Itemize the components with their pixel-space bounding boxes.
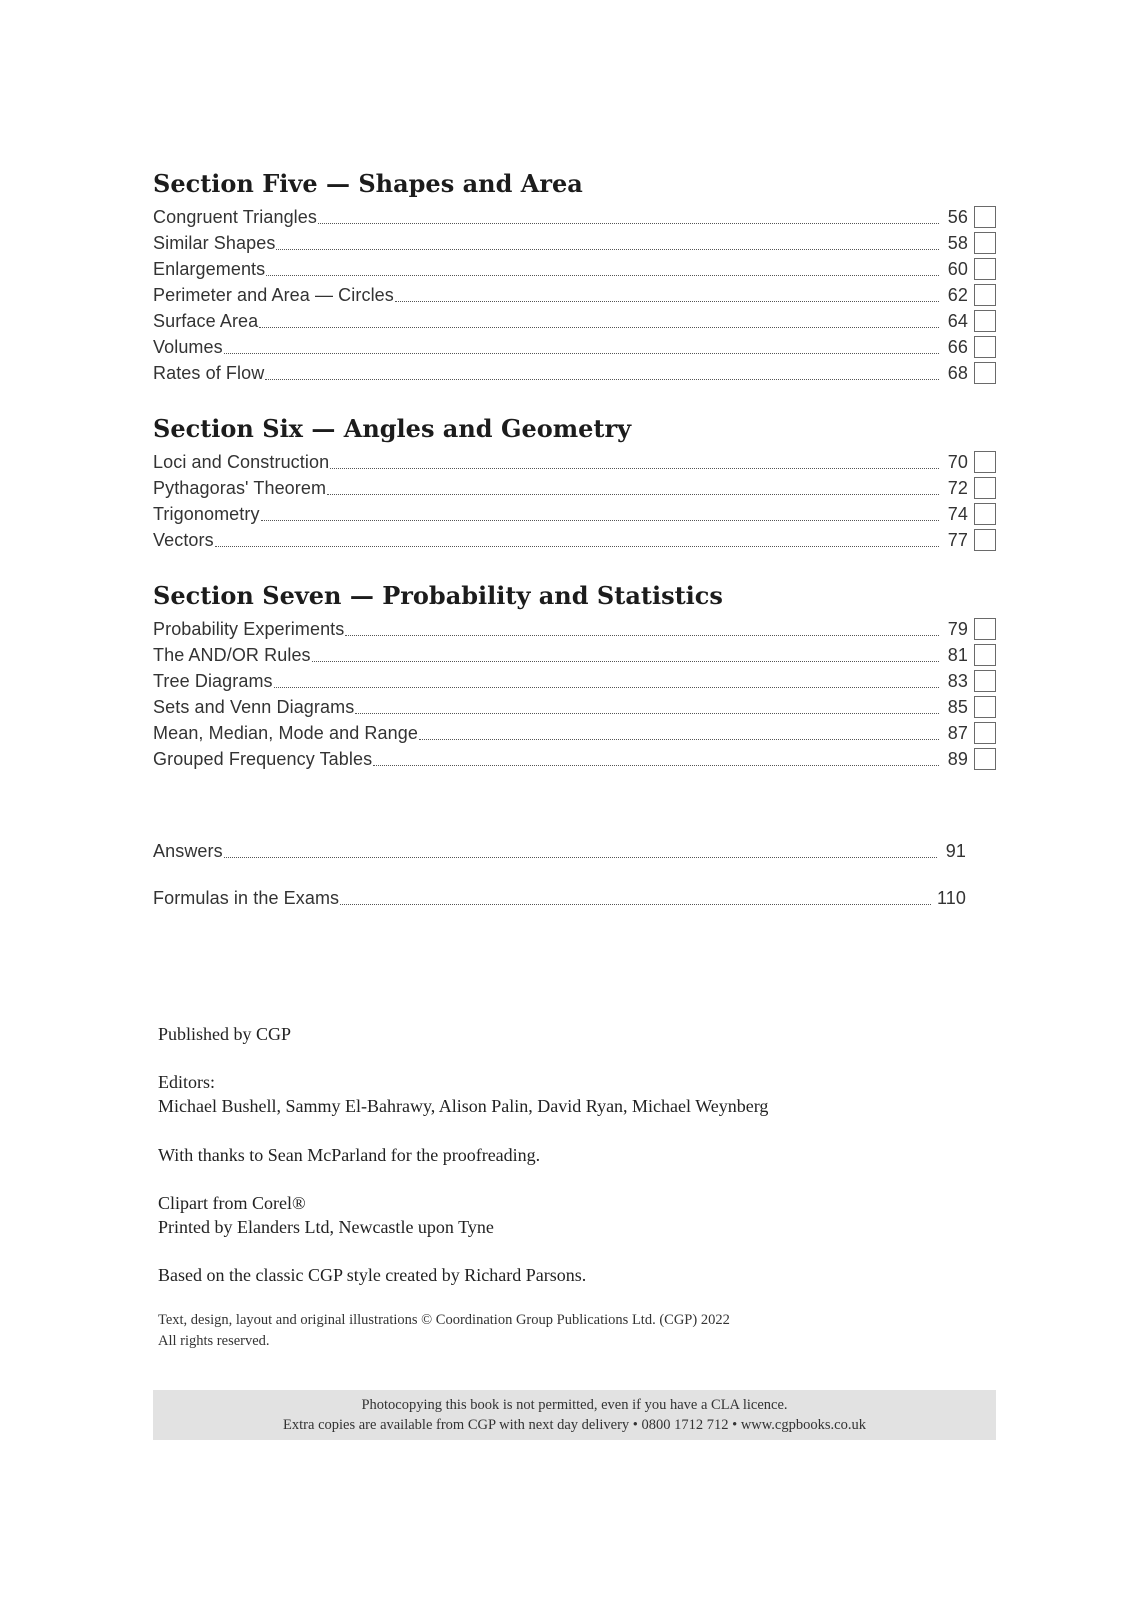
- toc-entry: [153, 334, 996, 360]
- answers-entry: [153, 838, 996, 864]
- dot-leader: [276, 249, 939, 250]
- dot-leader: [259, 327, 939, 328]
- dot-leader: [373, 765, 939, 766]
- toc-entry-page: 87: [947, 722, 968, 743]
- toc-entry: [153, 527, 996, 553]
- dot-leader: [215, 546, 939, 547]
- dot-leader: [265, 379, 939, 380]
- copyright-line: Text, design, layout and original illustrations © Coordination Group Publications Ltd. (CGP) 2022: [158, 1312, 730, 1328]
- dot-leader: [340, 904, 931, 905]
- thanks-line: With thanks to Sean McParland for the proofreading.: [158, 1145, 541, 1165]
- toc-entry-label: The AND/OR Rules: [153, 644, 311, 665]
- progress-checkbox[interactable]: [974, 644, 996, 666]
- progress-checkbox[interactable]: [974, 206, 996, 228]
- toc-entry-label: Enlargements: [153, 258, 266, 279]
- section-seven-list: [153, 616, 996, 772]
- based-on-line: Based on the classic CGP style created by Richard Parsons.: [158, 1265, 587, 1285]
- notice-line-1: Photocopying this book is not permitted, even if you have a CLA licence.: [361, 1397, 788, 1413]
- toc-entry-page: 60: [947, 258, 968, 279]
- dot-leader: [345, 635, 939, 636]
- thanks-block: [158, 1143, 938, 1167]
- clipart-line: Clipart from Corel®: [158, 1193, 306, 1213]
- toc-entry: [153, 475, 996, 501]
- formulas-entry-wrap: [153, 885, 996, 911]
- progress-checkbox[interactable]: [974, 503, 996, 525]
- editors-block: [158, 1070, 938, 1118]
- progress-checkbox[interactable]: [974, 722, 996, 744]
- copyright-block: [158, 1310, 730, 1352]
- toc-entry-page: 62: [947, 284, 968, 305]
- toc-entry-label: Surface Area: [153, 310, 259, 331]
- toc-entry: [153, 746, 996, 772]
- toc-entry-label: Congruent Triangles: [153, 206, 317, 227]
- section-six-list: [153, 449, 996, 553]
- editors-names: Michael Bushell, Sammy El-Bahrawy, Alison Palin, David Ryan, Michael Weynberg: [158, 1096, 769, 1116]
- toc-entry-label: Sets and Venn Diagrams: [153, 696, 355, 717]
- progress-checkbox[interactable]: [974, 362, 996, 384]
- toc-entry-label: Rates of Flow: [153, 362, 265, 383]
- toc-entry-page: 85: [947, 696, 968, 717]
- toc-entry-page: 68: [947, 362, 968, 383]
- toc-entry-page: 77: [947, 529, 968, 550]
- toc-entry-label: Trigonometry: [153, 503, 260, 524]
- progress-checkbox[interactable]: [974, 529, 996, 551]
- toc-entry-page: 79: [947, 618, 968, 639]
- printed-line: Printed by Elanders Ltd, Newcastle upon Tyne: [158, 1217, 494, 1237]
- toc-entry-page: 72: [947, 477, 968, 498]
- progress-checkbox[interactable]: [974, 284, 996, 306]
- dot-leader: [261, 520, 939, 521]
- formulas-entry: [153, 885, 996, 911]
- dot-leader: [395, 301, 939, 302]
- progress-checkbox[interactable]: [974, 670, 996, 692]
- toc-entry-label: Volumes: [153, 336, 223, 357]
- toc-entry-page: 110: [937, 887, 966, 908]
- progress-checkbox[interactable]: [974, 748, 996, 770]
- toc-entry-page: 81: [947, 644, 968, 665]
- dot-leader: [355, 713, 939, 714]
- dot-leader: [318, 223, 939, 224]
- toc-entry: [153, 204, 996, 230]
- toc-entry-label: Pythagoras' Theorem: [153, 477, 327, 498]
- toc-entry-page: 58: [947, 232, 968, 253]
- progress-checkbox[interactable]: [974, 258, 996, 280]
- published-by: Published by CGP: [158, 1024, 292, 1044]
- toc-entry: [153, 720, 996, 746]
- toc-entry: [153, 616, 996, 642]
- progress-checkbox[interactable]: [974, 477, 996, 499]
- toc-entry-label: Mean, Median, Mode and Range: [153, 722, 418, 743]
- toc-entry-page: 91: [945, 840, 966, 861]
- toc-entry-page: 70: [947, 451, 968, 472]
- toc-entry-page: 83: [947, 670, 968, 691]
- photocopy-notice: [153, 1390, 996, 1440]
- dot-leader: [224, 353, 939, 354]
- toc-entry-page: 74: [947, 503, 968, 524]
- notice-line-2: Extra copies are available from CGP with next day delivery • 0800 1712 712 • www.cgpbooks.co.uk: [283, 1417, 866, 1433]
- section-five-title: Section Five — Shapes and Area: [153, 169, 583, 198]
- dot-leader: [330, 468, 939, 469]
- toc-entry-page: 64: [947, 310, 968, 331]
- colophon: [158, 1022, 938, 1046]
- section-five-list: [153, 204, 996, 386]
- credits-block: [158, 1191, 938, 1239]
- toc-entry-page: 56: [947, 206, 968, 227]
- toc-entry: [153, 668, 996, 694]
- toc-entry-page: 89: [947, 748, 968, 769]
- section-six-title: Section Six — Angles and Geometry: [153, 414, 632, 443]
- toc-entry-label: Perimeter and Area — Circles: [153, 284, 394, 305]
- toc-entry: [153, 230, 996, 256]
- toc-entry: [153, 308, 996, 334]
- dot-leader: [419, 739, 939, 740]
- toc-entry: [153, 694, 996, 720]
- toc-entry: [153, 282, 996, 308]
- dot-leader: [266, 275, 939, 276]
- progress-checkbox[interactable]: [974, 618, 996, 640]
- toc-entry-label: Loci and Construction: [153, 451, 330, 472]
- toc-entry-label: Formulas in the Exams: [153, 887, 340, 908]
- toc-entry-label: Grouped Frequency Tables: [153, 748, 373, 769]
- editors-label: Editors:: [158, 1072, 215, 1092]
- toc-entry-label: Tree Diagrams: [153, 670, 273, 691]
- section-seven-title: Section Seven — Probability and Statistics: [153, 581, 723, 610]
- toc-entry-label: Vectors: [153, 529, 214, 550]
- toc-entry: [153, 360, 996, 386]
- toc-entry: [153, 642, 996, 668]
- dot-leader: [274, 687, 939, 688]
- toc-entry: [153, 256, 996, 282]
- dot-leader: [224, 857, 937, 858]
- dot-leader: [312, 661, 939, 662]
- toc-entry: [153, 501, 996, 527]
- toc-entry: [153, 449, 996, 475]
- progress-checkbox[interactable]: [974, 451, 996, 473]
- progress-checkbox[interactable]: [974, 696, 996, 718]
- rights-line: All rights reserved.: [158, 1333, 270, 1349]
- progress-checkbox[interactable]: [974, 232, 996, 254]
- toc-entry-page: 66: [947, 336, 968, 357]
- progress-checkbox[interactable]: [974, 310, 996, 332]
- toc-entry-label: Answers: [153, 840, 223, 861]
- toc-entry-label: Similar Shapes: [153, 232, 276, 253]
- answers-entry-wrap: [153, 838, 996, 864]
- based-on-block: [158, 1263, 938, 1287]
- dot-leader: [327, 494, 939, 495]
- toc-entry-label: Probability Experiments: [153, 618, 345, 639]
- progress-checkbox[interactable]: [974, 336, 996, 358]
